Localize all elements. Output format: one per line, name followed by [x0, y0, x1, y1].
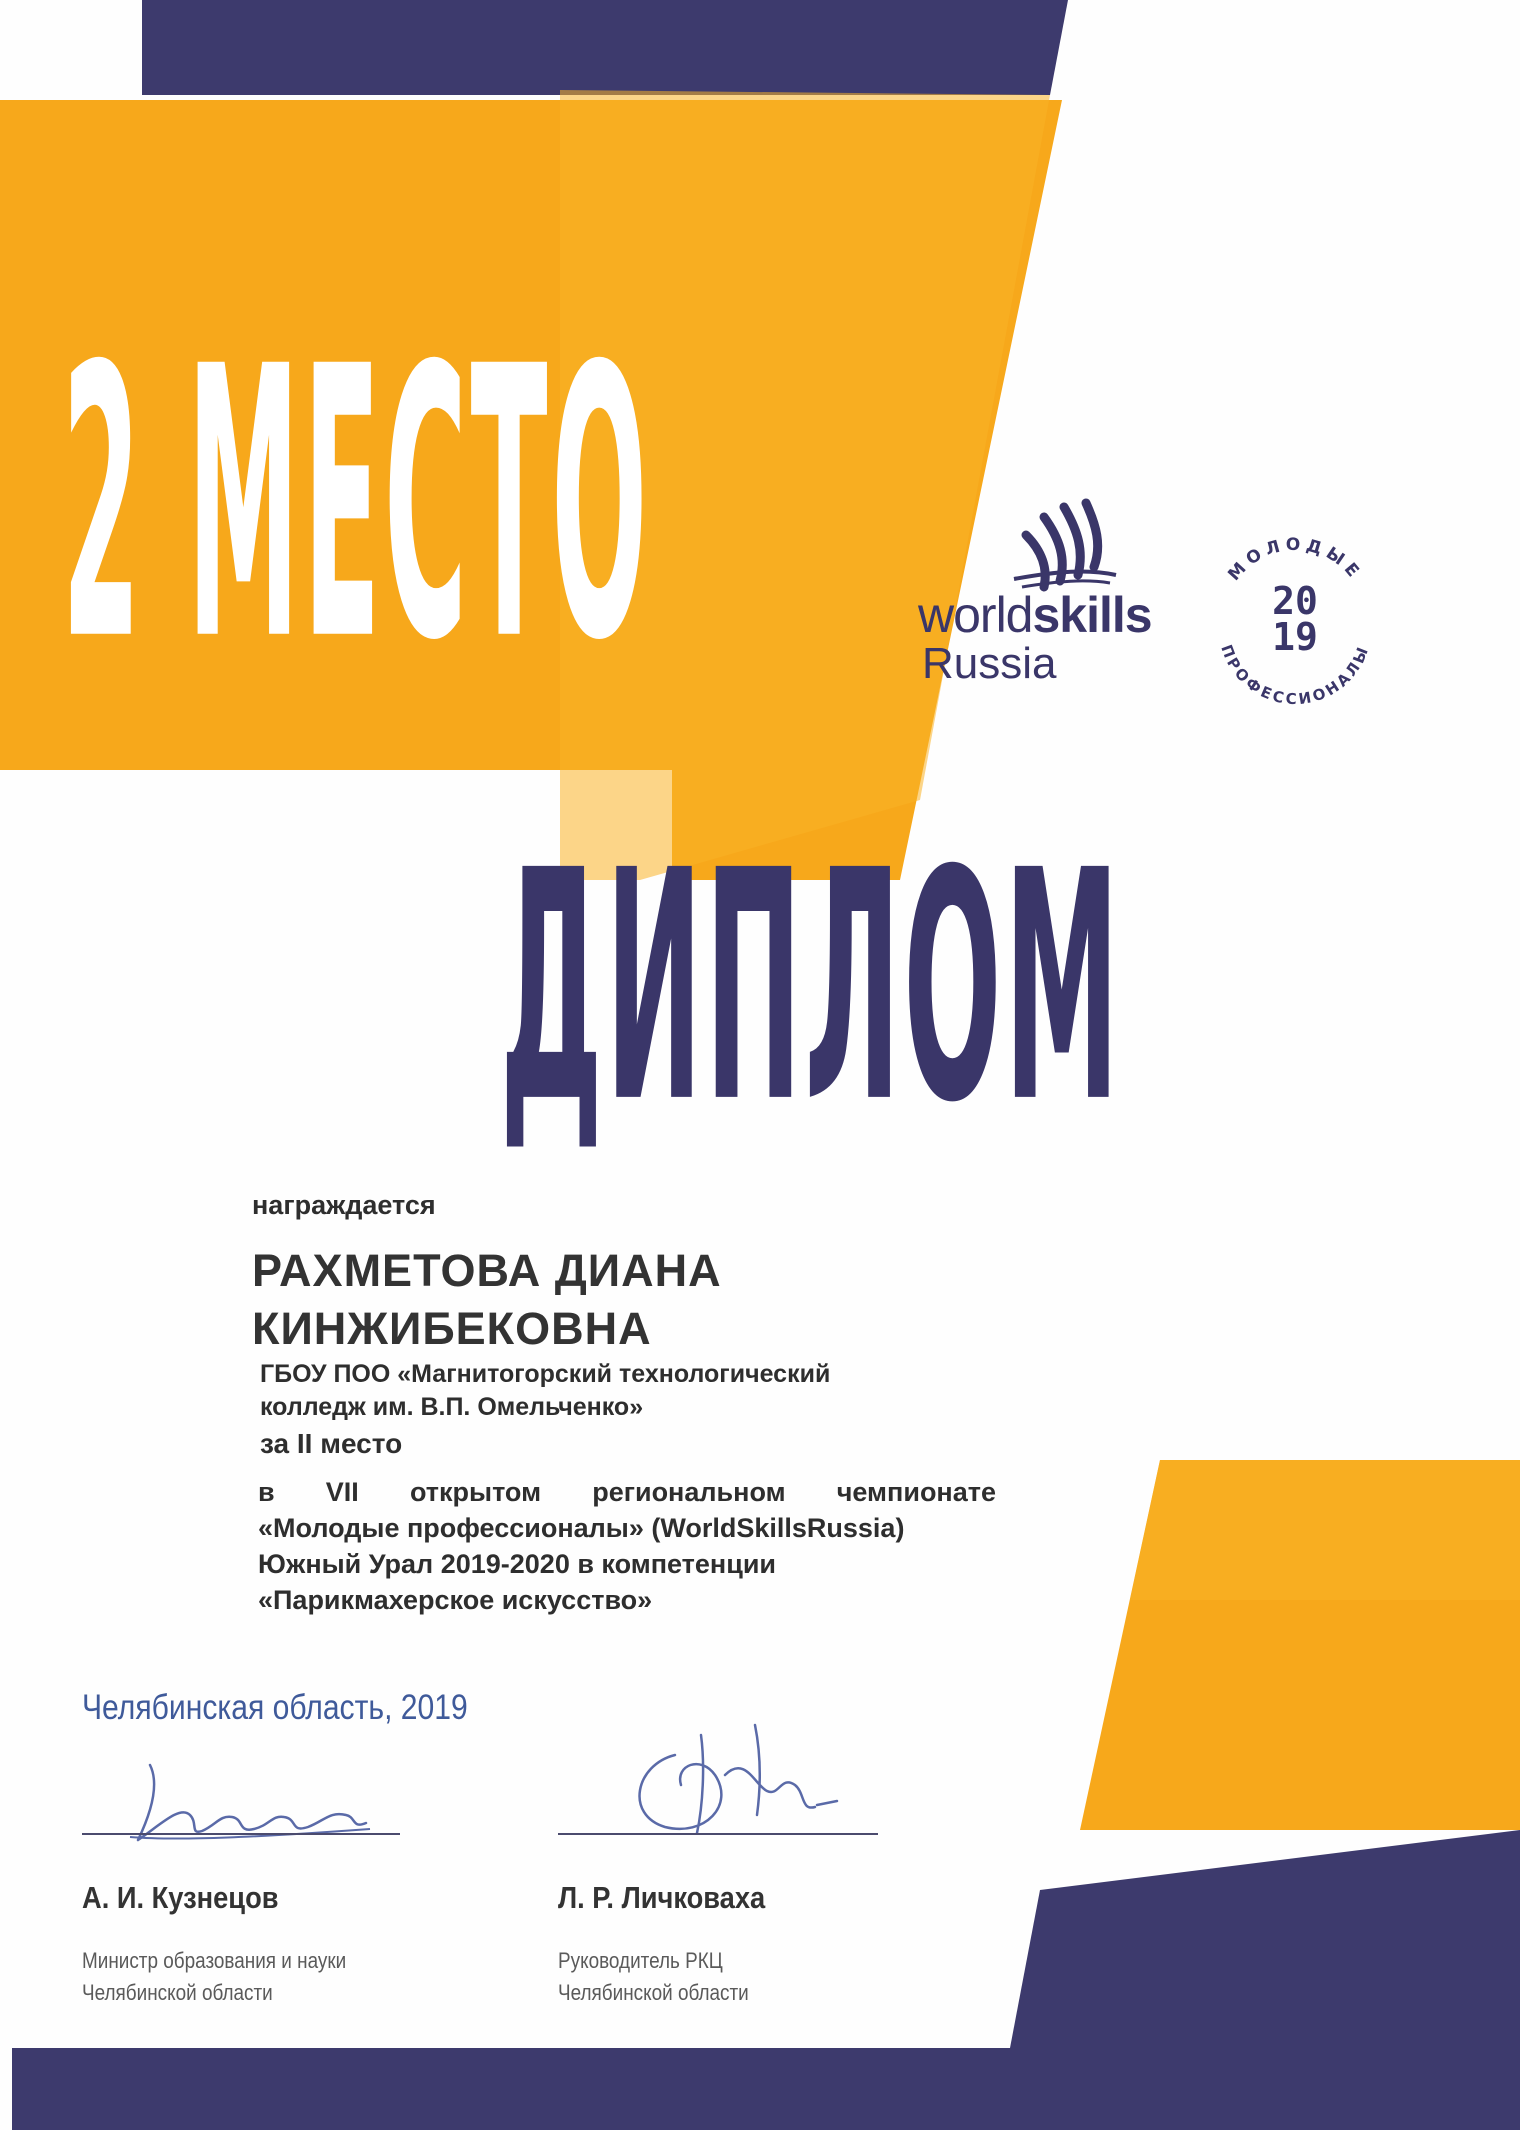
award-reason: за II место	[260, 1428, 403, 1459]
signature-line-2	[558, 1833, 878, 1835]
svg-text:МОЛОДЫЕ: МОЛОДЫЕ	[1224, 534, 1366, 585]
signatory-2-role-line2: Челябинской области	[558, 1980, 749, 2005]
competition-description	[258, 1474, 996, 1618]
place-heading: 2 МЕСТО	[62, 287, 651, 722]
organization-line2: колледж им. В.П. Омельченко»	[260, 1393, 644, 1421]
svg-text:20: 20	[1272, 579, 1318, 623]
page-edge	[0, 2130, 1520, 2152]
organization	[260, 1358, 830, 1424]
awarded-label: награждается	[252, 1190, 436, 1220]
navy-triangle-bottom	[1010, 1830, 1520, 2048]
description-line3: Южный Урал 2019-2020 в компетенции	[258, 1549, 777, 1579]
signatory-2-role-line1: Руководитель РКЦ	[558, 1948, 723, 1973]
signatory-2-role	[558, 1945, 749, 2009]
svg-text:19: 19	[1272, 615, 1318, 659]
description-line2: «Молодые профессионалы» (WorldSkillsRussia)	[258, 1513, 905, 1543]
region-year: Челябинская область, 2019	[82, 1688, 468, 1727]
recipient-name-line2: КИНЖИБЕКОВНА	[252, 1303, 652, 1354]
recipient-name-line1: РАХМЕТОВА ДИАНА	[252, 1245, 722, 1296]
navy-band-top	[142, 0, 1068, 95]
description-line4: «Парикмахерское искусство»	[258, 1585, 653, 1615]
signature-kuznetsov	[120, 1745, 380, 1855]
signatory-1-name: А. И. Кузнецов	[82, 1880, 279, 1915]
worldskills-wordmark: worldskills	[918, 587, 1152, 643]
orange-facet-bottom	[1130, 1460, 1520, 1600]
worldskills-hand-icon	[918, 495, 1158, 595]
signatory-1-role-line1: Министр образования и науки	[82, 1948, 347, 1973]
worldskills-russia: Russia	[922, 639, 1057, 688]
signatory-1-role-line2: Челябинской области	[82, 1980, 273, 2005]
signatory-1-role	[82, 1945, 346, 2009]
svg-text:ПРОФЕССИОНАЛЫ: ПРОФЕССИОНАЛЫ	[1217, 642, 1373, 709]
signature-line-1	[82, 1833, 400, 1835]
recipient-name	[252, 1242, 722, 1358]
signatory-2-name: Л. Р. Личковаха	[558, 1880, 766, 1915]
diploma-heading: ДИПЛОМ	[500, 803, 1123, 1172]
organization-line1: ГБОУ ПОО «Магнитогорский технологический	[260, 1360, 831, 1388]
description-line1: в VII открытом региональном чемпионате	[258, 1477, 996, 1507]
young-professionals-badge-icon	[1195, 520, 1395, 720]
